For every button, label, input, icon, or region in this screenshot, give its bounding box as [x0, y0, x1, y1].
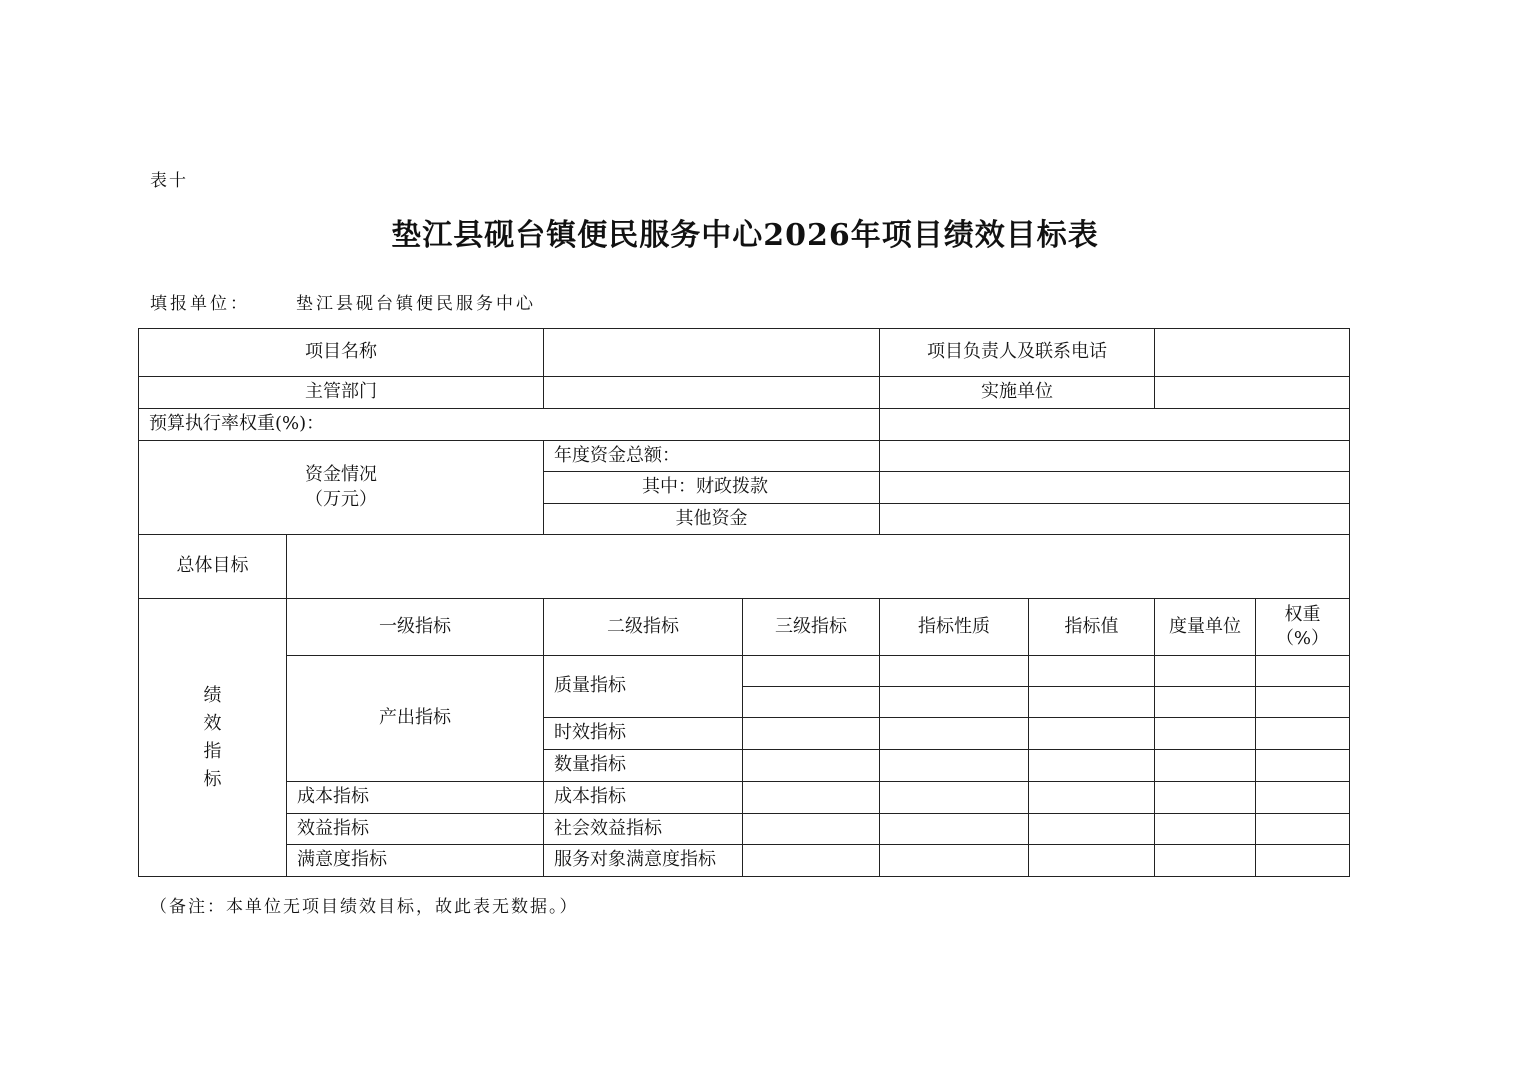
cost-level2-label: 成本指标 — [544, 782, 743, 814]
empty-cell[interactable] — [743, 782, 880, 814]
funds-total-row — [139, 441, 1350, 472]
empty-cell[interactable] — [1029, 718, 1155, 750]
empty-cell[interactable] — [1155, 656, 1256, 687]
empty-cell[interactable] — [743, 656, 880, 687]
empty-cell[interactable] — [1256, 718, 1350, 750]
empty-cell[interactable] — [1029, 687, 1155, 718]
col-weight-line2: （%） — [1275, 628, 1330, 649]
satisfaction-level2-label: 服务对象满意度指标 — [544, 845, 743, 877]
empty-cell[interactable] — [743, 687, 880, 718]
other-funds-label: 其他资金 — [544, 504, 880, 535]
project-name-value[interactable] — [544, 329, 880, 377]
satisfaction-level1-label: 满意度指标 — [287, 845, 544, 877]
annual-total-label: 年度资金总额： — [544, 441, 880, 472]
table-row — [139, 845, 1350, 877]
empty-cell[interactable] — [1029, 656, 1155, 687]
empty-cell[interactable] — [1155, 814, 1256, 845]
quality-indicator-label: 质量指标 — [544, 656, 743, 718]
empty-cell[interactable] — [1029, 782, 1155, 814]
empty-cell[interactable] — [743, 845, 880, 877]
dept-label: 主管部门 — [139, 377, 544, 409]
empty-cell[interactable] — [880, 845, 1029, 877]
performance-target-table — [138, 328, 1350, 877]
timeliness-indicator-label: 时效指标 — [544, 718, 743, 750]
impl-unit-value[interactable] — [1155, 377, 1350, 409]
quantity-indicator-label: 数量指标 — [544, 750, 743, 782]
side-label-char: 标 — [203, 768, 222, 790]
empty-cell[interactable] — [1256, 782, 1350, 814]
side-label-char: 指 — [203, 740, 222, 762]
empty-cell[interactable] — [880, 782, 1029, 814]
empty-cell[interactable] — [1155, 718, 1256, 750]
overall-goal-label: 总体目标 — [139, 535, 287, 599]
empty-cell[interactable] — [880, 656, 1029, 687]
empty-cell[interactable] — [1155, 750, 1256, 782]
empty-cell[interactable] — [1029, 814, 1155, 845]
empty-cell[interactable] — [1256, 656, 1350, 687]
dept-value[interactable] — [544, 377, 880, 409]
benefit-level1-label: 效益指标 — [287, 814, 544, 845]
col-unit-header: 度量单位 — [1155, 599, 1256, 656]
budget-rate-label: 预算执行率权重(%)： — [139, 409, 880, 441]
col-weight-line1: 权重 — [1284, 603, 1321, 625]
empty-cell[interactable] — [880, 814, 1029, 845]
project-name-row — [139, 329, 1350, 377]
output-indicator-label: 产出指标 — [287, 656, 544, 782]
funds-label-line1: 资金情况 — [305, 464, 377, 486]
empty-cell[interactable] — [880, 750, 1029, 782]
col-level2-header: 二级指标 — [544, 599, 743, 656]
funds-label — [139, 441, 544, 535]
budget-rate-row — [139, 409, 1350, 441]
empty-cell[interactable] — [1256, 750, 1350, 782]
fiscal-funds-value[interactable] — [880, 472, 1350, 504]
empty-cell[interactable] — [1256, 845, 1350, 877]
overall-goal-value[interactable] — [287, 535, 1350, 599]
side-label-char: 效 — [203, 712, 222, 734]
footnote: （备注：本单位无项目绩效目标，故此表无数据。） — [150, 897, 579, 917]
empty-cell[interactable] — [743, 718, 880, 750]
empty-cell[interactable] — [1029, 750, 1155, 782]
empty-cell[interactable] — [1029, 845, 1155, 877]
empty-cell[interactable] — [1155, 687, 1256, 718]
empty-cell[interactable] — [1155, 845, 1256, 877]
filling-unit-label: 填报单位： — [150, 294, 250, 314]
project-lead-value[interactable] — [1155, 329, 1350, 377]
col-level1-header: 一级指标 — [287, 599, 544, 656]
empty-cell[interactable] — [880, 718, 1029, 750]
other-funds-value[interactable] — [880, 504, 1350, 535]
empty-cell[interactable] — [743, 750, 880, 782]
table-row — [139, 656, 1350, 687]
project-lead-label: 项目负责人及联系电话 — [880, 329, 1155, 377]
table-row — [139, 814, 1350, 845]
empty-cell[interactable] — [1155, 782, 1256, 814]
overall-goal-row — [139, 535, 1350, 599]
department-row — [139, 377, 1350, 409]
impl-unit-label: 实施单位 — [880, 377, 1155, 409]
filling-unit-value: 垫江县砚台镇便民服务中心 — [296, 294, 536, 314]
performance-indicators-side-label — [139, 599, 287, 877]
col-value-header: 指标值 — [1029, 599, 1155, 656]
col-level3-header: 三级指标 — [743, 599, 880, 656]
budget-rate-value[interactable] — [880, 409, 1350, 441]
funds-label-line2: （万元） — [305, 488, 377, 510]
table-row — [139, 782, 1350, 814]
col-weight-header — [1256, 599, 1350, 656]
project-name-label: 项目名称 — [139, 329, 544, 377]
empty-cell[interactable] — [880, 687, 1029, 718]
indicator-header-row — [139, 599, 1350, 656]
benefit-level2-label: 社会效益指标 — [544, 814, 743, 845]
side-label-char: 绩 — [203, 684, 222, 706]
annual-total-value[interactable] — [880, 441, 1350, 472]
empty-cell[interactable] — [1256, 814, 1350, 845]
filling-unit-line — [150, 289, 536, 314]
col-nature-header: 指标性质 — [880, 599, 1029, 656]
fiscal-funds-label: 其中：财政拨款 — [544, 472, 880, 504]
empty-cell[interactable] — [743, 814, 880, 845]
document-title: 垫江县砚台镇便民服务中心2026年项目绩效目标表 — [391, 218, 1099, 253]
cost-level1-label: 成本指标 — [287, 782, 544, 814]
table-number-label: 表十 — [150, 171, 188, 191]
empty-cell[interactable] — [1256, 687, 1350, 718]
